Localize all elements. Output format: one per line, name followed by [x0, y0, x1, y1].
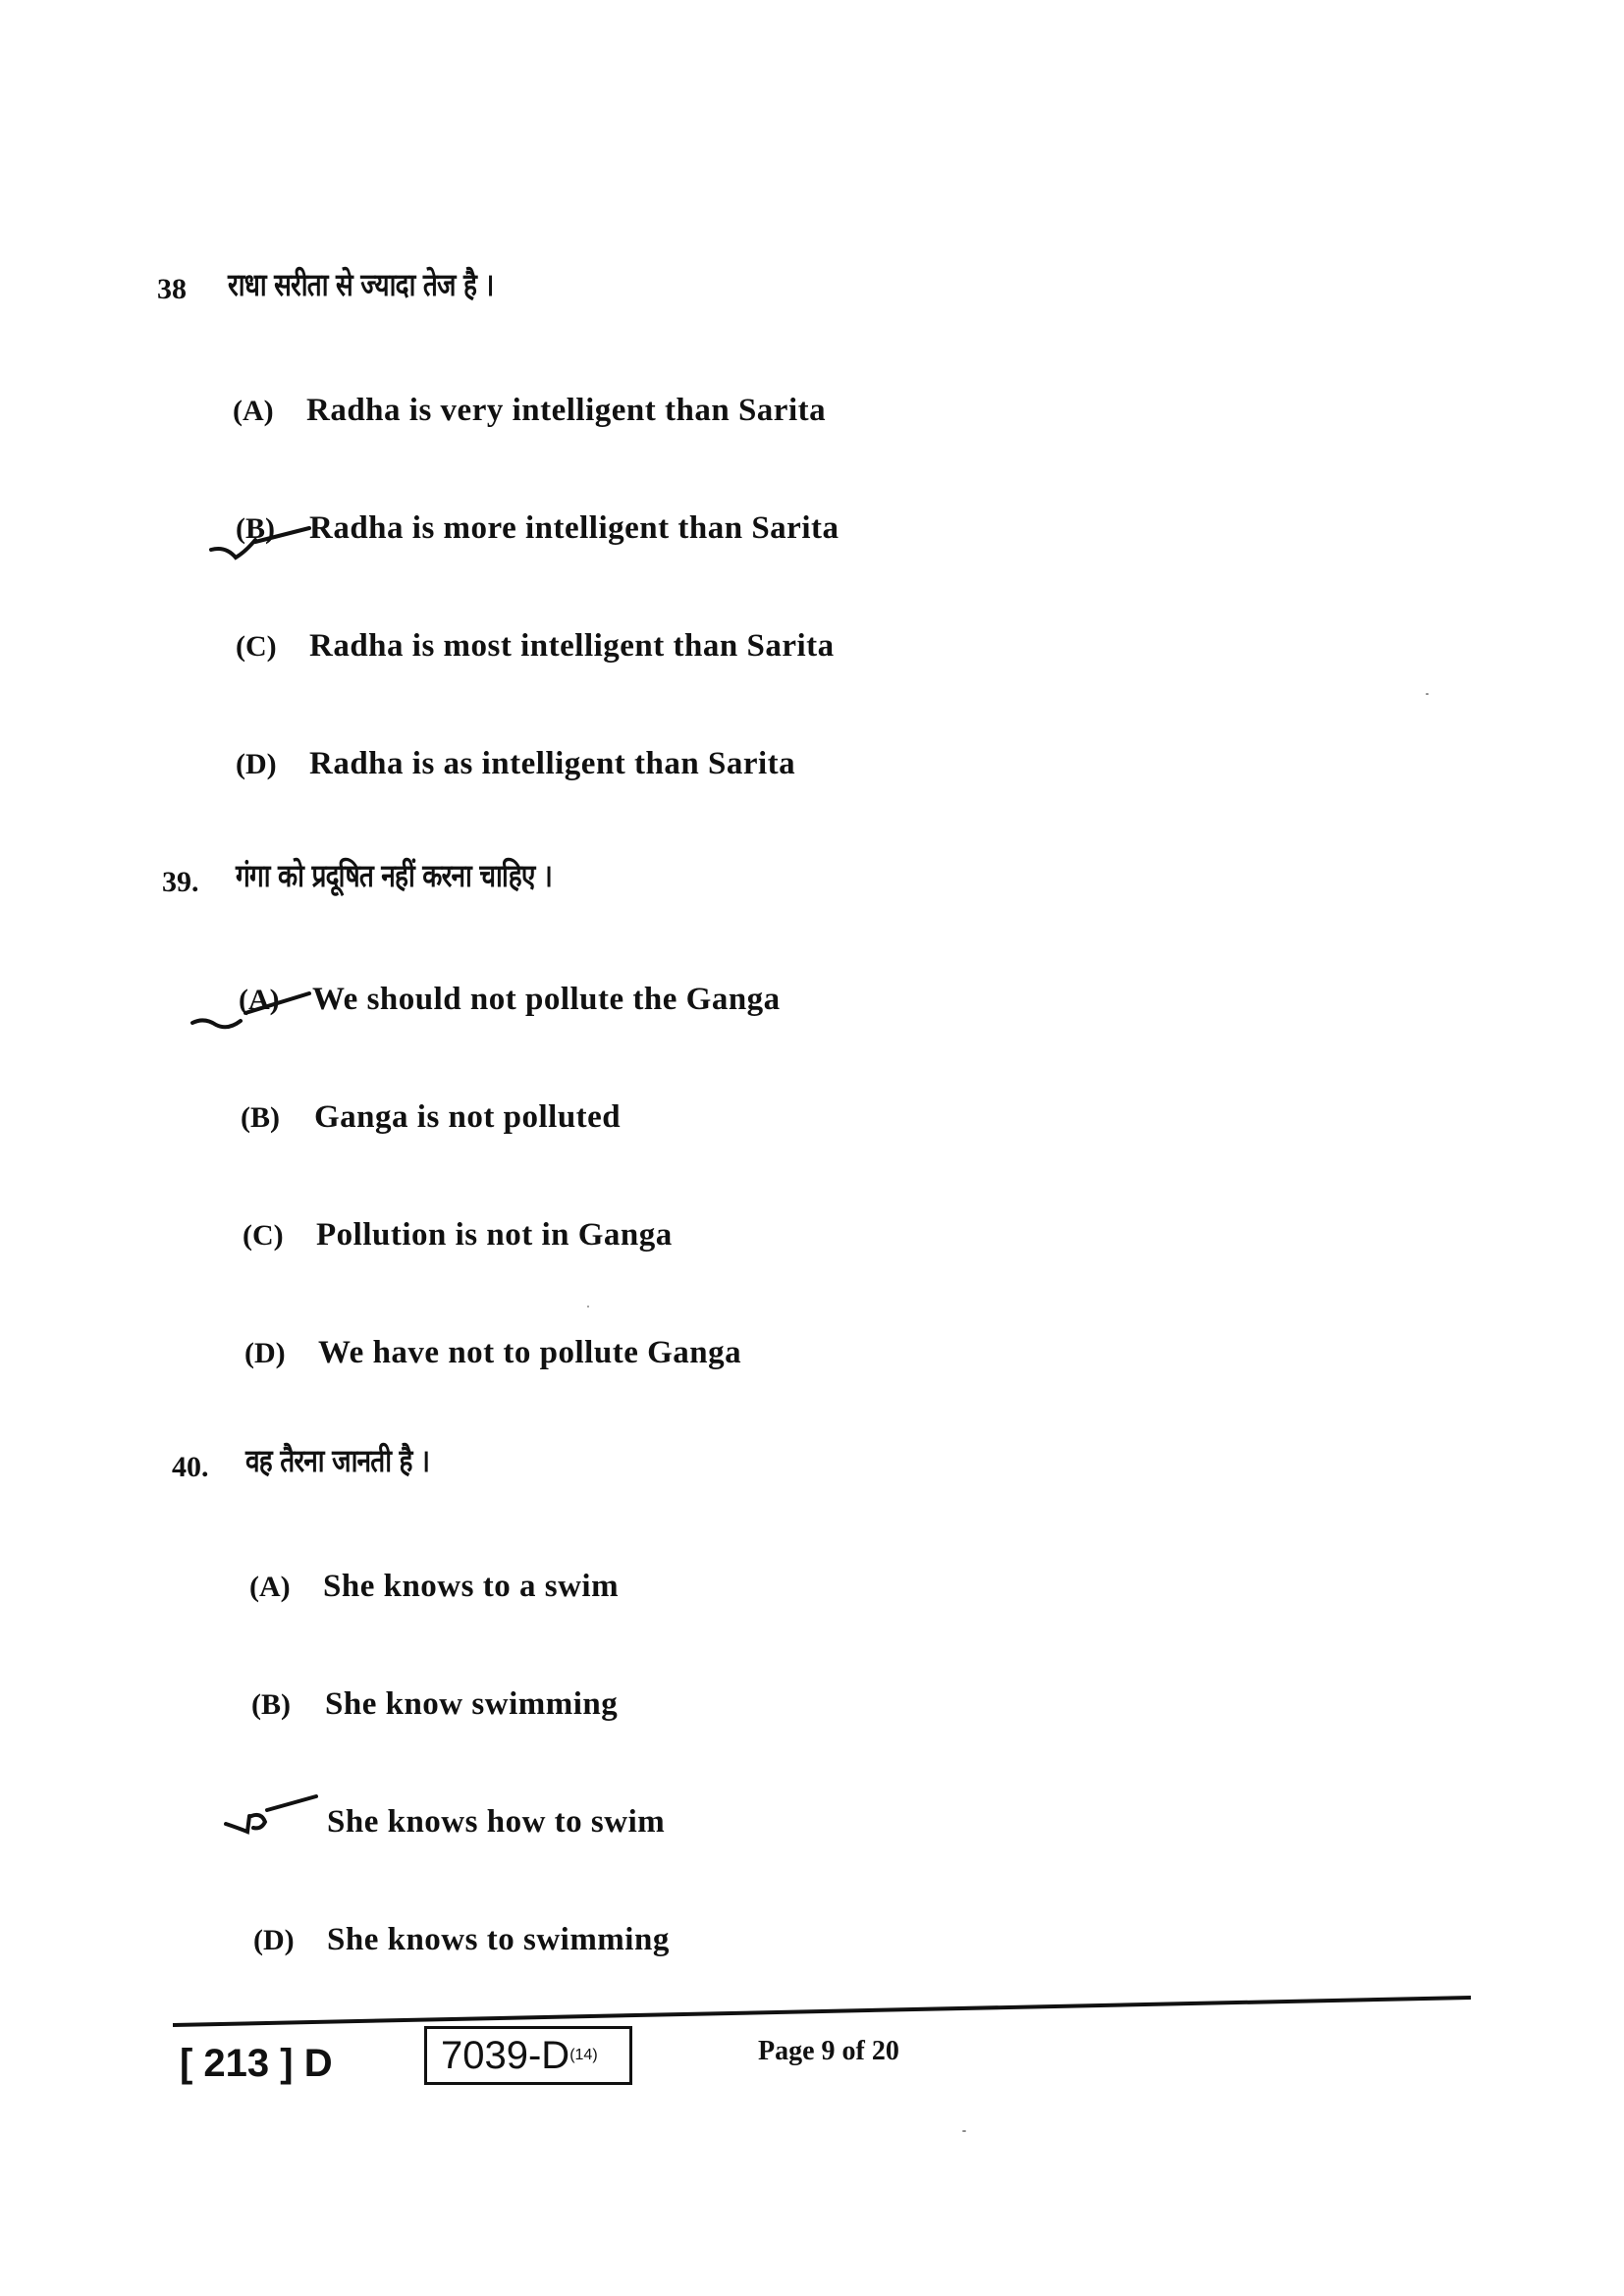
- scan-speck: [1426, 693, 1429, 695]
- footer-booklet-code: [424, 2026, 632, 2085]
- option-label: (B): [236, 512, 275, 545]
- option-text: She knows to swimming: [327, 1922, 670, 1957]
- scan-speck: [962, 2130, 966, 2132]
- booklet-code-sub: (14): [569, 2047, 598, 2063]
- option-text: We should not pollute the Ganga: [312, 982, 781, 1017]
- option-label: (D): [253, 1924, 295, 1956]
- footer-paper-code: [ 213 ] D: [180, 2042, 333, 2085]
- page-number: Page 9 of 20: [758, 2036, 899, 2066]
- option-text: Radha is as intelligent than Sarita: [309, 746, 796, 781]
- question-number: 40.: [172, 1451, 209, 1483]
- option-label: (A): [239, 984, 280, 1016]
- option-text: She know swimming: [325, 1686, 619, 1722]
- option-text: Radha is more intelligent than Sarita: [309, 510, 839, 546]
- option-text: We have not to pollute Ganga: [318, 1335, 742, 1370]
- option-label: (C): [236, 630, 277, 663]
- question-text: राधा सरीता से ज्यादा तेज है ।: [228, 266, 494, 303]
- scan-speck: [587, 1306, 589, 1308]
- option-label: (D): [244, 1337, 286, 1369]
- option-text: Radha is most intelligent than Sarita: [309, 628, 835, 664]
- option-text: Pollution is not in Ganga: [316, 1217, 673, 1253]
- question-text: वह तैरना जानती है ।: [245, 1442, 430, 1479]
- option-label: (A): [233, 395, 274, 427]
- option-label: (B): [251, 1688, 291, 1721]
- option-label: (B): [241, 1101, 280, 1134]
- option-text: She knows to a swim: [323, 1569, 620, 1604]
- option-label: (D): [236, 748, 277, 780]
- option-label: (C): [243, 1219, 284, 1252]
- question-text: गंगा को प्रदूषित नहीं करना चाहिए ।: [236, 857, 553, 894]
- option-text: Radha is very intelligent than Sarita: [306, 393, 827, 428]
- option-text: She knows how to swim: [327, 1804, 666, 1840]
- option-text: Ganga is not polluted: [314, 1099, 622, 1135]
- question-number: 38: [157, 273, 187, 305]
- question-number: 39.: [162, 866, 199, 898]
- booklet-code: 7039-D: [441, 2033, 570, 2077]
- option-label: (A): [249, 1571, 291, 1603]
